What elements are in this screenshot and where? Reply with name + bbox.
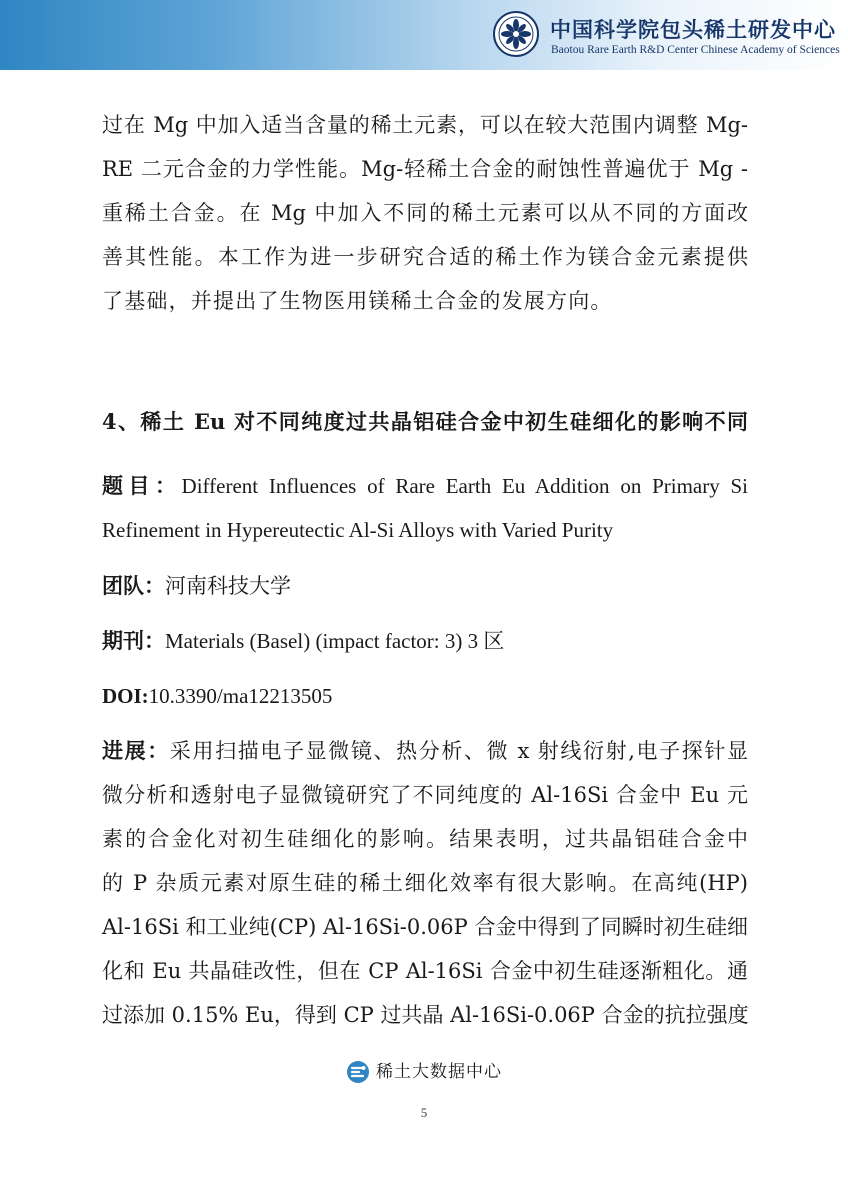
text-line: Al-16Si 和工业纯(CP) Al-16Si-0.06P 合金中得到了同瞬时初生硅细 [102,915,748,939]
text-line: 重稀土合金。在 Mg 中加入不同的稀土元素可以从不同的方面改 [102,201,748,225]
text-line: 善其性能。本工作为进一步研究合适的稀土作为镁合金元素提供 [102,245,748,269]
page-header [0,0,848,70]
team-row [102,564,748,608]
text-line: 过在 Mg 中加入适当含量的稀土元素，可以在较大范围内调整 Mg- [102,113,748,137]
team-value: 河南科技大学 [165,574,291,598]
doi-label: DOI: [102,684,149,708]
text-line: 过添加 0.15% Eu，得到 CP 过共晶 Al-16Si-0.06P 合金的抗拉强度 [102,1003,749,1027]
title-row [102,464,748,508]
institution-name-cn: 中国科学院包头稀土研发中心 [550,17,836,42]
progress-label: 进展： [102,738,170,763]
cas-logo-icon [493,11,539,57]
text-line: 素的合金化对初生硅细化的影响。结果表明，过共晶铝硅合金中 [102,827,748,851]
journal-row [102,619,748,663]
section-heading: 4、稀土 Eu 对不同纯度过共晶铝硅合金中初生硅细化的影响不同 [102,409,748,434]
journal-label: 期刊： [102,628,165,653]
progress-text: 采用扫描电子显微镜、热分析、微 x 射线衍射,电子探针显 [169,739,748,763]
text-line: RE 二元合金的力学性能。Mg-轻稀土合金的耐蚀性普遍优于 Mg - [102,157,748,181]
text-line: 微分析和透射电子显微镜研究了不同纯度的 Al-16Si 合金中 Eu 元 [102,783,748,807]
progress-first-line [102,729,748,773]
text-line: 了基础，并提出了生物医用镁稀土合金的发展方向。 [102,289,613,313]
doi-row [102,674,748,718]
data-center-logo-icon [346,1060,370,1084]
text-line: 的 P 杂质元素对原生硅的稀土细化效率有很大影响。在高纯(HP) [102,871,748,895]
title-label: 题目： [102,474,182,498]
institution-name-en: Baotou Rare Earth R&D Center Chinese Academy of Sciences [551,44,840,56]
footer-brand-text: 稀土大数据中心 [376,1061,502,1082]
title-line-2: Refinement in Hypereutectic Al-Si Alloys with Varied Purity [102,518,614,542]
doi-value: 10.3390/ma12213505 [148,684,333,708]
team-label: 团队： [102,573,165,598]
page-number: 5 [420,1105,428,1120]
title-line-1: Different Influences of Rare Earth Eu Addition on Primary Si [181,474,749,498]
footer-brand [0,1058,848,1085]
journal-value: Materials (Basel) (impact factor: 3) 3 区 [165,629,505,653]
text-line: 化和 Eu 共晶硅改性，但在 CP Al-16Si 合金中初生硅逐渐粗化。通 [102,959,748,983]
